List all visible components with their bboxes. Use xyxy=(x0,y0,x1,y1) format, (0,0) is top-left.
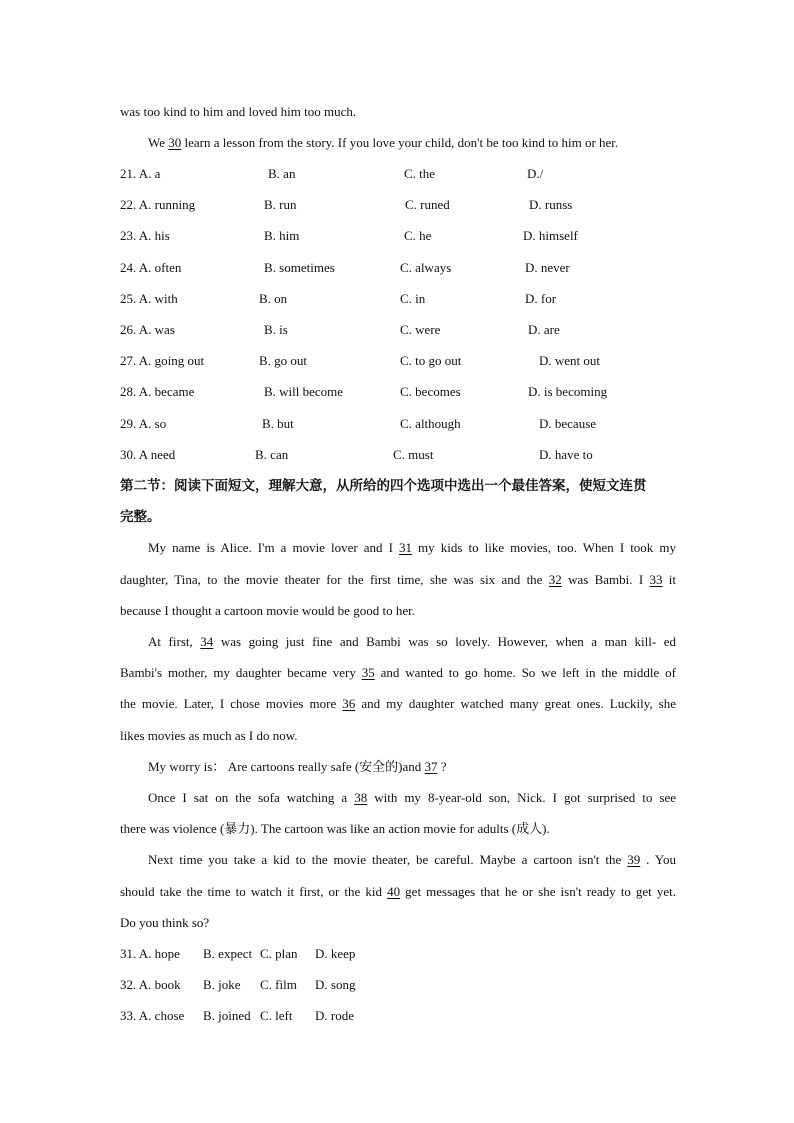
option-b: B. joke xyxy=(203,977,241,992)
passage-text: it xyxy=(662,572,676,587)
passage-text: Bambi's mother, my daughter became very xyxy=(120,665,362,680)
passage-text: We xyxy=(148,135,169,150)
passage-text: Do you think so? xyxy=(120,915,210,930)
passage-text: my kids to like movies, too. When I took my xyxy=(412,540,676,555)
option-b: B. expect xyxy=(203,946,253,961)
option-c: C. to go out xyxy=(400,353,462,368)
option-b: B. run xyxy=(264,197,297,212)
option-b: B. sometimes xyxy=(264,260,335,275)
option-a: 22. A. running xyxy=(120,197,196,212)
passage-text: was Bambi. I xyxy=(561,572,650,587)
passage1-line xyxy=(148,135,618,151)
passage-text: Next time you take a kid to the movie theater, be careful. Maybe a cartoon isn't the xyxy=(148,852,628,867)
option-c: C. although xyxy=(400,416,461,431)
passage-text: get messages that he or she isn't ready to get yet. xyxy=(400,884,676,899)
passage2-line xyxy=(148,852,676,868)
blank-number: 36 xyxy=(342,696,356,711)
blank-number: 39 xyxy=(627,852,641,867)
option-c: C. film xyxy=(260,977,297,992)
blank-number: 32 xyxy=(548,572,562,587)
passage-text: My worry is： Are cartoons really safe (安全的)and xyxy=(148,759,425,774)
passage-text: and my daughter watched many great ones. Luckily, she xyxy=(355,696,676,711)
option-c: C. always xyxy=(400,260,452,275)
option-c: C. must xyxy=(393,447,434,462)
option-b: B. will become xyxy=(264,384,344,399)
option-a: 27. A. going out xyxy=(120,353,205,368)
option-b: B. joined xyxy=(203,1008,251,1023)
option-b: B. can xyxy=(255,447,289,462)
option-c: C. the xyxy=(404,166,436,181)
option-d: D. runss xyxy=(529,197,573,212)
passage-text: learn a lesson from the story. If you love your child, don't be too kind to him or her. xyxy=(181,135,619,150)
option-a: 21. A. a xyxy=(120,166,161,181)
passage-text: with my 8-year-old son, Nick. I got surprised to see xyxy=(367,790,676,805)
passage-text: likes movies as much as I do now. xyxy=(120,728,298,743)
passage2-line xyxy=(120,603,415,619)
option-b: B. him xyxy=(264,228,300,243)
option-d: D. for xyxy=(525,291,557,306)
blank-number: 31 xyxy=(399,540,412,555)
section-heading xyxy=(120,478,647,494)
option-a: 29. A. so xyxy=(120,416,167,431)
passage-text: and wanted to go home. So we left in the middle of xyxy=(374,665,676,680)
option-b: B. an xyxy=(268,166,296,181)
passage2-line xyxy=(148,759,447,775)
option-b: B. go out xyxy=(259,353,308,368)
option-a: 25. A. with xyxy=(120,291,178,306)
blank-number: 37 xyxy=(424,759,438,774)
passage2-line xyxy=(120,884,676,900)
option-a: 33. A. chose xyxy=(120,1008,185,1023)
option-a: 30. A need xyxy=(120,447,176,462)
passage-text: there was violence (暴力). The cartoon was like an action movie for adults (成人). xyxy=(120,821,550,836)
passage-text: Once I sat on the sofa watching a xyxy=(148,790,355,805)
passage-text: was too kind to him and loved him too much. xyxy=(120,104,357,119)
option-b: B. is xyxy=(264,322,288,337)
option-d: D. is becoming xyxy=(528,384,608,399)
option-d: D. rode xyxy=(315,1008,354,1023)
passage-text: My name is Alice. I'm a movie lover and I xyxy=(148,540,399,555)
passage2-line xyxy=(120,696,676,712)
option-d: D. because xyxy=(539,416,597,431)
passage2-line xyxy=(148,790,676,806)
passage2-line xyxy=(120,728,298,744)
option-a: 32. A. book xyxy=(120,977,181,992)
option-c: C. runed xyxy=(405,197,450,212)
option-d: D. keep xyxy=(315,946,356,961)
blank-number: 38 xyxy=(354,790,368,805)
option-a: 23. A. his xyxy=(120,228,170,243)
option-a: 31. A. hope xyxy=(120,946,180,961)
passage2-line xyxy=(120,665,676,681)
option-d: D. are xyxy=(528,322,560,337)
passage2-line xyxy=(120,572,676,588)
option-b: B. but xyxy=(262,416,294,431)
passage-text: was going just fine and Bambi was so lovely. However, when a man kill- ed xyxy=(213,634,676,649)
blank-number: 35 xyxy=(361,665,375,680)
option-d: D. have to xyxy=(539,447,593,462)
option-d: D. never xyxy=(525,260,570,275)
passage1-line xyxy=(120,104,356,120)
passage2-line xyxy=(148,634,676,650)
option-c: C. were xyxy=(400,322,441,337)
option-d: D./ xyxy=(527,166,544,181)
passage-text: ? xyxy=(437,759,447,774)
section-heading-text: 完整。 xyxy=(120,509,161,525)
passage-text: At first, xyxy=(148,634,201,649)
option-a: 26. A. was xyxy=(120,322,175,337)
blank-number: 33 xyxy=(649,572,663,587)
passage-text: the movie. Later, I chose movies more xyxy=(120,696,343,711)
blank-number: 30 xyxy=(168,135,182,150)
option-d: D. went out xyxy=(539,353,601,368)
section-heading-continued xyxy=(120,509,161,525)
passage-text: should take the time to watch it first, or the kid xyxy=(120,884,388,899)
passage2-line xyxy=(120,821,550,837)
option-a: 24. A. often xyxy=(120,260,182,275)
passage2-line xyxy=(148,540,676,556)
blank-number: 40 xyxy=(387,884,401,899)
option-d: D. song xyxy=(315,977,356,992)
passage-text: daughter, Tina, to the movie theater for the first time, she was six and the xyxy=(120,572,549,587)
option-c: C. becomes xyxy=(400,384,461,399)
option-d: D. himself xyxy=(523,228,578,243)
option-c: C. left xyxy=(260,1008,293,1023)
blank-number: 34 xyxy=(200,634,214,649)
option-b: B. on xyxy=(259,291,288,306)
section-heading-text: 第二节：阅读下面短文，理解大意，从所给的四个选项中选出一个最佳答案，使短文连贯 xyxy=(120,478,647,494)
passage2-line xyxy=(120,915,209,931)
option-c: C. plan xyxy=(260,946,298,961)
option-c: C. in xyxy=(400,291,426,306)
passage-text: . You xyxy=(640,852,676,867)
option-c: C. he xyxy=(404,228,432,243)
option-a: 28. A. became xyxy=(120,384,195,399)
passage-text: because I thought a cartoon movie would be good to her. xyxy=(120,603,415,618)
